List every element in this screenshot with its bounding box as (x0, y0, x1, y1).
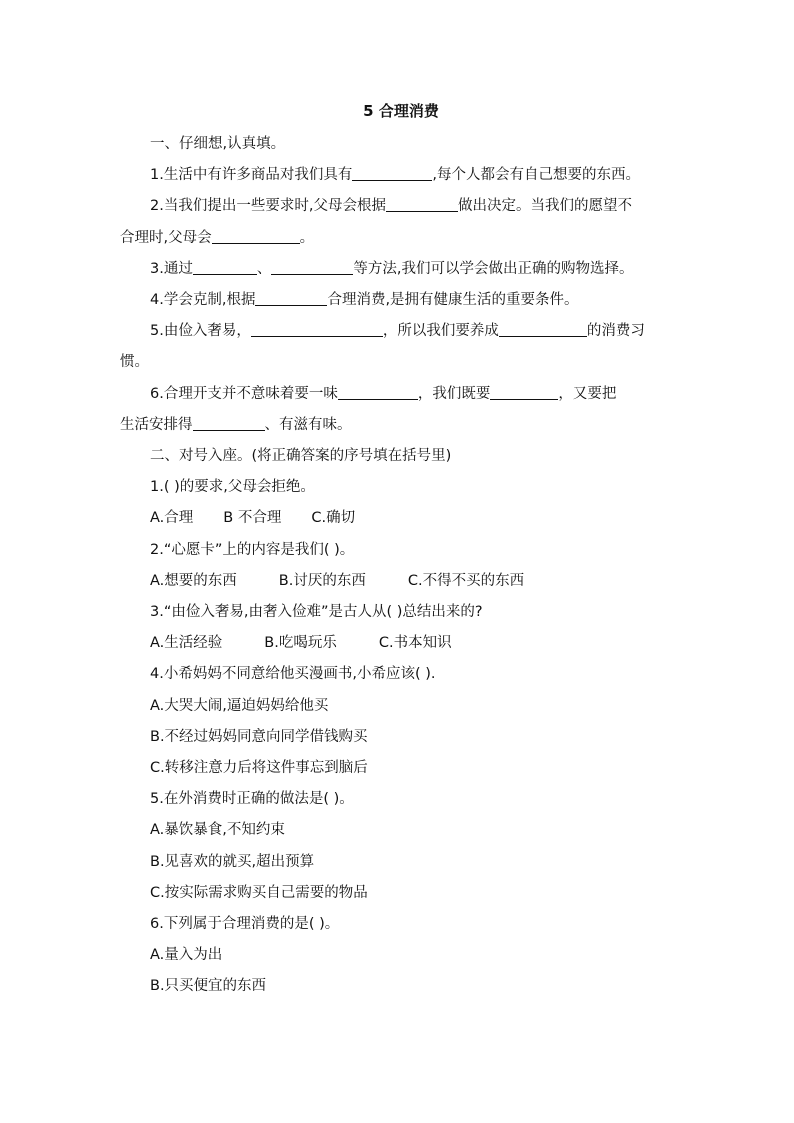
choice-option-6b[interactable]: B.只买便宜的东西 (150, 978, 267, 995)
choice-question-5: 5.在外消费时正确的做法是( )。 (150, 791, 354, 808)
answer-blank[interactable] (193, 415, 265, 431)
choice-options-2 (120, 566, 682, 597)
page-title: 5 合理消费 (363, 102, 439, 120)
fill-question-6: 6.合理开支并不意味着要一味 ，我们既要 ，又要把 (150, 385, 617, 402)
choice-question-3: 3.“由俭入奢易,由奢入俭难”是古人从( )总结出来的? (150, 604, 483, 621)
choice-question-2: 2.“心愿卡”上的内容是我们( )。 (150, 541, 355, 558)
option-b[interactable]: B 不合理 (223, 510, 282, 527)
fill-question-2-continued: 合理时,父母会 。 (120, 229, 315, 246)
fill-question-3: 3.通过 、 等方法,我们可以学会做出正确的购物选择。 (150, 260, 634, 277)
choice-option-4b[interactable]: B.不经过妈妈同意向同学借钱购买 (150, 728, 368, 745)
choice-option-6a[interactable]: A.量入为出 (150, 947, 223, 964)
section2-heading: 二、对号入座。(将正确答案的序号填在括号里) (150, 448, 452, 465)
answer-blank[interactable] (255, 290, 327, 306)
answer-blank[interactable] (386, 196, 458, 212)
fill-question-5: 5.由俭入奢易， ，所以我们要养成 的消费习 (150, 323, 645, 340)
choice-question-6: 6.下列属于合理消费的是( )。 (150, 916, 340, 933)
choice-options-3 (120, 628, 682, 659)
fill-question-2: 2.当我们提出一些要求时,父母会根据 做出决定。当我们的愿望不 (150, 198, 632, 215)
fill-question-1: 1.生活中有许多商品对我们具有 ,每个人都会有自己想要的东西。 (150, 167, 640, 184)
answer-blank[interactable] (499, 321, 587, 337)
option-b[interactable]: B.讨厌的东西 (278, 572, 366, 589)
fill-question-5-continued: 惯。 (120, 354, 149, 371)
answer-blank[interactable] (490, 384, 558, 400)
option-c[interactable]: C.不得不买的东西 (407, 572, 525, 589)
fill-question-4: 4.学会克制,根据 合理消费,是拥有健康生活的重要条件。 (150, 292, 579, 309)
option-a[interactable]: A.合理 (150, 510, 194, 527)
choice-option-5c[interactable]: C.按实际需求购买自己需要的物品 (150, 884, 368, 901)
answer-blank[interactable] (251, 321, 383, 337)
answer-blank[interactable] (338, 384, 418, 400)
option-c[interactable]: C.书本知识 (378, 635, 452, 652)
choice-option-5a[interactable]: A.暴饮暴食,不知约束 (150, 822, 285, 839)
option-c[interactable]: C.确切 (311, 510, 356, 527)
answer-blank[interactable] (193, 259, 257, 275)
choice-option-4c[interactable]: C.转移注意力后将这件事忘到脑后 (150, 760, 368, 777)
fill-question-6-continued: 生活安排得 、有滋有味。 (120, 416, 352, 433)
choice-options-1 (120, 503, 682, 534)
answer-blank[interactable] (271, 259, 353, 275)
answer-blank[interactable] (212, 228, 300, 244)
option-a[interactable]: A.生活经验 (150, 635, 223, 652)
option-a[interactable]: A.想要的东西 (150, 572, 237, 589)
section1-heading: 一、仔细想,认真填。 (150, 136, 286, 152)
choice-option-5b[interactable]: B.见喜欢的就买,超出预算 (150, 853, 315, 870)
choice-question-1: 1.( )的要求,父母会拒绝。 (150, 479, 315, 496)
option-b[interactable]: B.吃喝玩乐 (264, 635, 337, 652)
answer-blank[interactable] (352, 165, 432, 181)
choice-question-4: 4.小希妈妈不同意给他买漫画书,小希应该( ). (150, 666, 436, 683)
choice-option-4a[interactable]: A.大哭大闹,逼迫妈妈给他买 (150, 697, 329, 714)
